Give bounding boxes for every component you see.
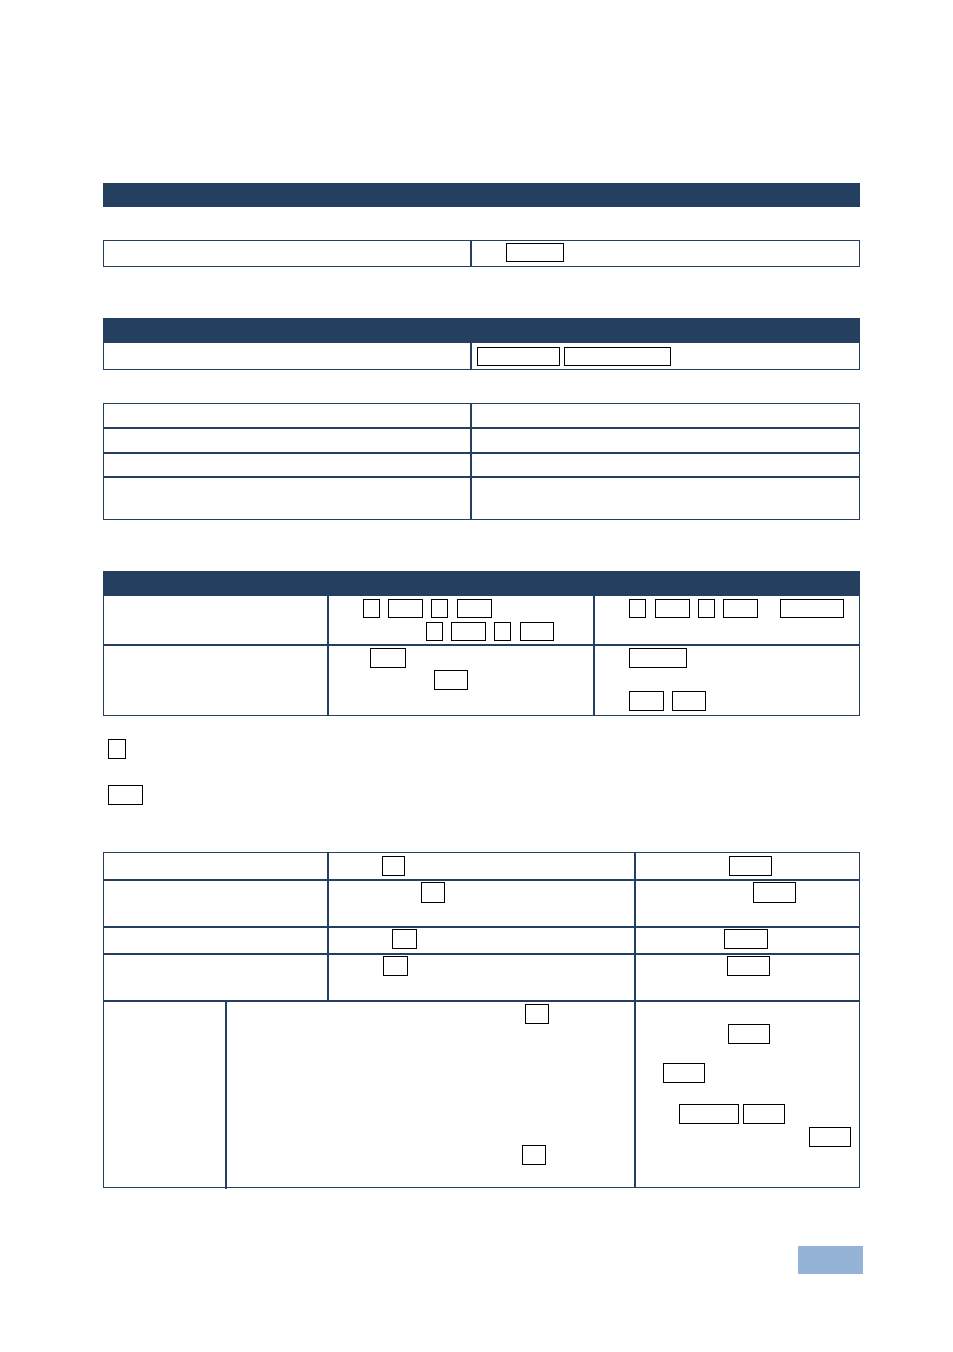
table-5-row-divider	[104, 953, 859, 955]
table-4-header-row	[104, 572, 859, 596]
table-3-row-divider	[104, 476, 859, 478]
key-box	[743, 1104, 785, 1124]
key-box	[727, 956, 770, 976]
table-5-row-divider	[104, 879, 859, 881]
key-box	[655, 599, 690, 618]
key-box	[383, 956, 408, 976]
key-box	[506, 243, 564, 262]
legend-key-box	[108, 739, 126, 759]
table-1	[103, 240, 860, 267]
key-box	[672, 691, 706, 711]
key-box	[370, 648, 406, 668]
table-2-col-divider	[470, 319, 472, 369]
table-2-header-row	[104, 319, 859, 343]
table-3	[103, 403, 860, 520]
key-box	[663, 1063, 705, 1083]
key-box	[520, 622, 554, 641]
key-box	[729, 856, 772, 876]
key-box	[629, 648, 687, 668]
table-3-row-divider	[104, 427, 859, 429]
key-box	[723, 599, 758, 618]
key-box	[434, 670, 468, 690]
key-box	[629, 599, 646, 618]
key-box	[451, 622, 486, 641]
table-5-row-divider	[104, 1000, 859, 1002]
key-box	[809, 1127, 851, 1147]
key-box	[698, 599, 715, 618]
table-5-col-divider-left-lower	[225, 1001, 227, 1189]
key-box	[431, 599, 448, 618]
key-box	[522, 1145, 546, 1165]
table-1-col-divider	[470, 241, 472, 266]
page-number-box	[798, 1246, 863, 1274]
key-box	[780, 599, 844, 618]
key-box	[477, 347, 560, 366]
table-3-col-divider	[470, 404, 472, 519]
key-box	[728, 1024, 770, 1044]
key-box	[392, 929, 417, 949]
table-5-col-divider-right	[634, 853, 636, 1187]
key-box	[753, 882, 796, 903]
key-box	[457, 599, 492, 618]
key-box	[426, 622, 443, 641]
legend-key-box	[108, 785, 143, 805]
key-box	[629, 691, 664, 711]
key-box	[388, 599, 423, 618]
table-5	[103, 852, 860, 1188]
key-box	[724, 929, 768, 949]
key-box	[382, 856, 405, 876]
key-box	[679, 1104, 739, 1124]
key-box	[421, 882, 445, 903]
key-box	[564, 347, 671, 366]
section-title-bar	[103, 183, 860, 207]
table-4-row-divider	[104, 644, 859, 646]
key-box	[494, 622, 511, 641]
table-5-row-divider	[104, 926, 859, 928]
table-4	[103, 571, 860, 716]
table-3-row-divider	[104, 452, 859, 454]
key-box	[525, 1004, 549, 1024]
key-box	[363, 599, 380, 618]
